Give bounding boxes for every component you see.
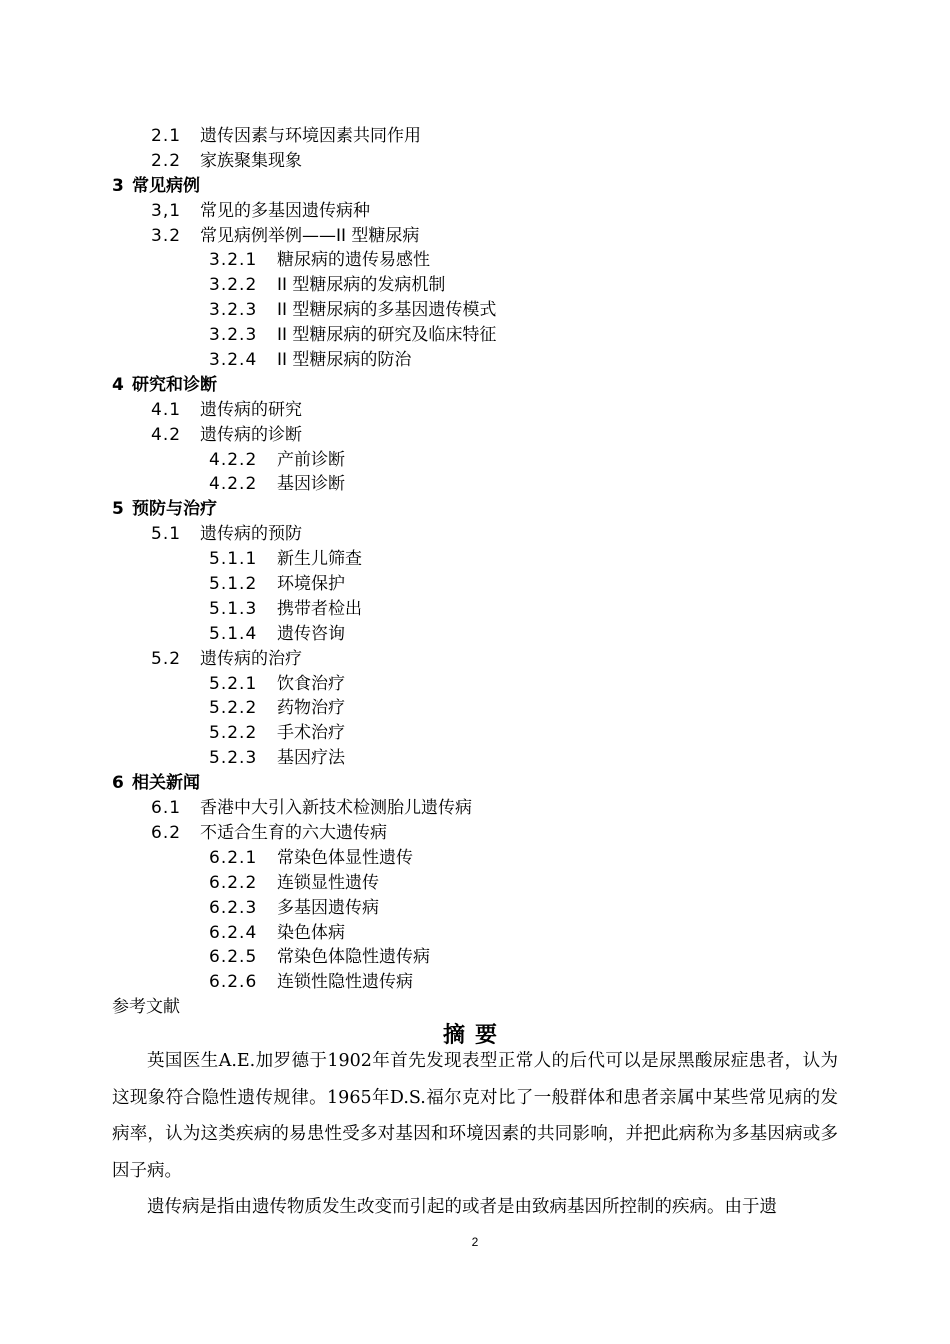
toc-entry-number: 3.2.1	[209, 250, 258, 271]
toc-entry	[0, 871, 950, 896]
toc-references	[0, 995, 950, 1020]
toc-entry-title: 参考文献	[112, 997, 180, 1018]
toc-entry	[0, 721, 950, 746]
toc-entry-number: 5.1.1	[209, 549, 258, 570]
toc-entry-title: 携带者检出	[277, 598, 362, 619]
toc-entry-title: 研究和诊断	[132, 374, 217, 395]
toc-entry-number: 5.2.3	[209, 748, 258, 769]
toc-entry-title: II 型糖尿病的多基因遗传模式	[277, 300, 497, 321]
toc-entry-title: 遗传咨询	[277, 623, 345, 644]
toc-entry-title: 基因诊断	[277, 474, 345, 495]
toc-entry	[0, 448, 950, 473]
toc-entry-number: 5.1	[151, 524, 182, 545]
toc-entry	[0, 273, 950, 298]
abstract-paragraph-1: 英国医生A.E.加罗德于1902年首先发现表型正常人的后代可以是尿黑酸尿症患者，认为这现象符合隐性遗传规律。1965年D.S.福尔克对比了一般群体和患者亲属中某些常见病的发病率，认为这类疾病的易患性受多对基因和环境因素的共同影响，并把此病称为多基因病或多因子病。	[112, 1051, 838, 1181]
toc-entry-title: 药物治疗	[277, 698, 345, 719]
toc-entry	[0, 846, 950, 871]
toc-entry	[0, 572, 950, 597]
toc-entry-number: 3.2.3	[209, 325, 258, 346]
toc-entry-number: 4.2.2	[209, 449, 258, 470]
toc-entry-title: 饮食治疗	[277, 673, 345, 694]
toc-entry	[0, 622, 950, 647]
toc-entry-number: 6.2.6	[209, 972, 258, 993]
toc-entry-number: 3.2.3	[209, 300, 258, 321]
toc-entry-number: 6.1	[151, 798, 182, 819]
toc-entry-title: 常染色体显性遗传	[277, 847, 413, 868]
toc-entry	[0, 597, 950, 622]
toc-entry-number: 3.2.2	[209, 275, 258, 296]
toc-entry-number: 3.2.4	[209, 350, 258, 371]
toc-entry	[0, 746, 950, 771]
toc-entry-title: 染色体病	[277, 922, 345, 943]
toc-entry-number: 3,1	[151, 200, 182, 221]
toc-entry	[0, 672, 950, 697]
toc-entry	[0, 921, 950, 946]
toc-entry-title: 常见病例	[132, 175, 200, 196]
toc-entry-number: 6.2.3	[209, 897, 258, 918]
toc-entry-number: 6.2.2	[209, 872, 258, 893]
toc-entry	[0, 945, 950, 970]
toc-entry	[0, 896, 950, 921]
toc-entry	[0, 472, 950, 497]
toc-entry-title: 产前诊断	[277, 449, 345, 470]
toc-entry	[0, 647, 950, 672]
toc-entry-number: 5.1.2	[209, 574, 258, 595]
toc-entry-number: 5	[112, 499, 124, 520]
toc-entry	[0, 696, 950, 721]
toc-entry-title: 连锁性隐性遗传病	[277, 972, 413, 993]
table-of-contents	[0, 124, 950, 1020]
toc-entry-title: 遗传病的预防	[200, 524, 302, 545]
toc-entry-number: 5.2.2	[209, 698, 258, 719]
toc-entry	[0, 547, 950, 572]
toc-entry	[0, 298, 950, 323]
abstract-heading: 摘要	[442, 1022, 507, 1048]
toc-entry-title: 糖尿病的遗传易感性	[277, 250, 430, 271]
toc-entry	[0, 224, 950, 249]
toc-entry	[0, 124, 950, 149]
toc-entry	[0, 398, 950, 423]
toc-entry-number: 4.2.2	[209, 474, 258, 495]
toc-entry-number: 6.2	[151, 822, 182, 843]
toc-entry-title: 常见病例举例——II 型糖尿病	[200, 225, 420, 246]
toc-entry-number: 5.1.3	[209, 598, 258, 619]
toc-entry-number: 5.2.1	[209, 673, 258, 694]
toc-entry-title: 常染色体隐性遗传病	[277, 947, 430, 968]
toc-entry-number: 5.2	[151, 648, 182, 669]
toc-entry-number: 4.2	[151, 424, 182, 445]
toc-entry	[0, 821, 950, 846]
toc-entry	[0, 149, 950, 174]
toc-entry-number: 6.2.1	[209, 847, 258, 868]
toc-entry-title: 多基因遗传病	[277, 897, 379, 918]
toc-entry-title: 基因疗法	[277, 748, 345, 769]
toc-entry-title: 遗传因素与环境因素共同作用	[200, 126, 421, 146]
abstract-body	[112, 1043, 838, 1226]
toc-entry-number: 4	[112, 374, 124, 395]
toc-entry-title: 常见的多基因遗传病种	[200, 200, 370, 221]
toc-entry-title: 预防与治疗	[132, 499, 217, 520]
toc-entry-title: 香港中大引入新技术检测胎儿遗传病	[200, 798, 472, 819]
toc-entry	[0, 373, 950, 398]
toc-entry-title: II 型糖尿病的防治	[277, 350, 412, 371]
toc-entry	[0, 174, 950, 199]
abstract-paragraph-2: 遗传病是指由遗传物质发生改变而引起的或者是由致病基因所控制的疾病。由于遗	[147, 1197, 777, 1217]
toc-entry-title: 新生儿筛查	[277, 549, 362, 570]
toc-entry-number: 2.1	[151, 126, 182, 146]
toc-entry	[0, 771, 950, 796]
toc-entry-title: 遗传病的研究	[200, 399, 302, 420]
toc-entry-title: II 型糖尿病的研究及临床特征	[277, 325, 497, 346]
toc-entry	[0, 796, 950, 821]
toc-entry-title: 家族聚集现象	[200, 150, 302, 171]
toc-entry-title: II 型糖尿病的发病机制	[277, 275, 446, 296]
toc-entry-title: 遗传病的诊断	[200, 424, 302, 445]
toc-entry	[0, 323, 950, 348]
toc-entry-number: 3	[112, 175, 124, 196]
toc-entry-title: 连锁显性遗传	[277, 872, 379, 893]
toc-entry	[0, 348, 950, 373]
toc-entry	[0, 199, 950, 224]
toc-entry-title: 不适合生育的六大遗传病	[200, 822, 387, 843]
toc-entry	[0, 970, 950, 995]
toc-entry-title: 手术治疗	[277, 723, 345, 744]
toc-entry-number: 5.1.4	[209, 623, 258, 644]
toc-entry-number: 2.2	[151, 150, 182, 171]
toc-entry	[0, 423, 950, 448]
toc-entry	[0, 522, 950, 547]
toc-entry-number: 4.1	[151, 399, 182, 420]
toc-entry-number: 6.2.5	[209, 947, 258, 968]
toc-entry-number: 3.2	[151, 225, 182, 246]
toc-entry-number: 6	[112, 773, 124, 794]
toc-entry	[0, 497, 950, 522]
toc-entry-number: 5.2.2	[209, 723, 258, 744]
toc-entry-title: 遗传病的治疗	[200, 648, 302, 669]
toc-entry-title: 环境保护	[277, 574, 345, 595]
page-number: 2	[471, 1235, 479, 1249]
toc-entry-number: 6.2.4	[209, 922, 258, 943]
toc-entry	[0, 248, 950, 273]
toc-entry-title: 相关新闻	[132, 773, 200, 794]
